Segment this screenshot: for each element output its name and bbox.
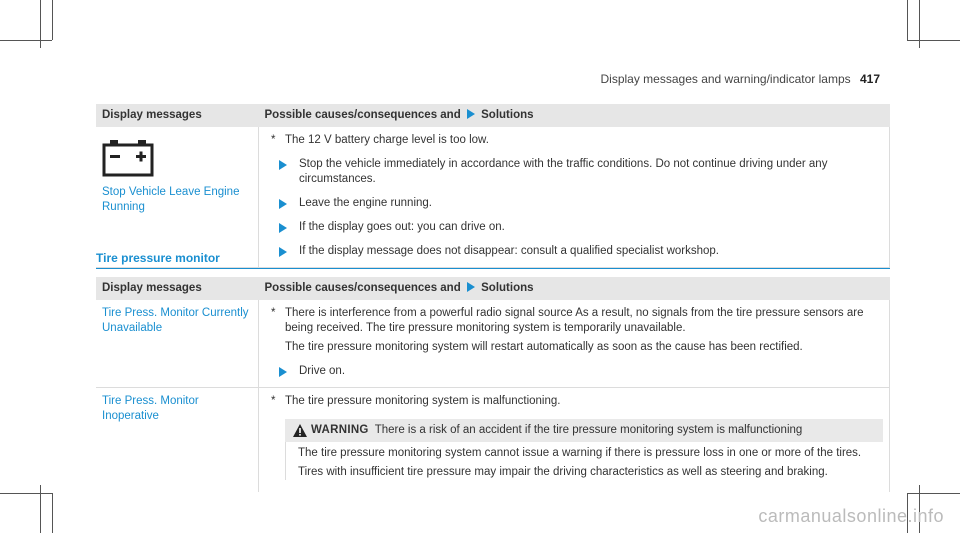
bullet-star-icon: * [271, 307, 276, 319]
table-row [96, 300, 890, 388]
arrow-right-icon [279, 367, 287, 377]
col-causes-solutions: Possible causes/consequences and Solutions [259, 277, 890, 300]
warning-box [285, 419, 883, 480]
section-title: Tire pressure monitor [96, 251, 890, 269]
solution-step: Stop the vehicle immediately in accordance with the traffic conditions. Do not continue driving under any circumstances. [265, 157, 883, 187]
battery-icon [102, 137, 154, 177]
solution-step: Leave the engine running. [265, 196, 883, 211]
cause-item: * The tire pressure monitoring system is malfunctioning. [271, 395, 561, 407]
arrow-right-icon [279, 199, 287, 209]
warning-headline: There is a risk of an accident if the tire pressure monitoring system is malfunctioning [374, 424, 803, 436]
cause-item: * The 12 V battery charge level is too low. [271, 134, 489, 146]
tire-pressure-table [96, 277, 890, 492]
warning-line: Tires with insufficient tire pressure may impair the driving characteristics as well as steering and braking. [298, 466, 828, 478]
display-message-text: Tire Press. Monitor Inoperative [102, 395, 199, 422]
solutions-cell [259, 127, 890, 268]
col-display-messages: Display messages [96, 277, 259, 300]
arrow-right-icon [279, 223, 287, 233]
solutions-cell [259, 300, 890, 388]
header-title: Display messages and warning/indicator lamps [600, 72, 851, 86]
arrow-right-icon [467, 282, 475, 292]
solution-step: If the display message does not disappear: consult a qualified specialist workshop. [265, 244, 883, 259]
warning-header [285, 419, 883, 442]
bullet-star-icon: * [271, 395, 276, 407]
crop-mark [907, 40, 960, 41]
crop-mark [907, 0, 908, 40]
table-row [96, 127, 890, 268]
message-cell [96, 300, 259, 388]
crop-mark [52, 0, 53, 40]
bullet-star-icon: * [271, 134, 276, 146]
col-display-messages: Display messages [96, 104, 259, 127]
crop-mark [0, 40, 52, 41]
warning-body [285, 442, 883, 480]
note-text: The tire pressure monitoring system will restart automatically as soon as the cause has been rectified. [285, 341, 803, 353]
warning-triangle-icon [293, 424, 307, 437]
message-cell [96, 388, 259, 493]
crop-mark [0, 493, 52, 494]
running-header [601, 72, 881, 86]
message-cell [96, 127, 259, 268]
watermark: carmanualsonline.info [758, 506, 944, 526]
warning-label: WARNING [311, 424, 369, 436]
col-causes-solutions: Possible causes/consequences and Solutions [259, 104, 890, 127]
solution-step: If the display goes out: you can drive on. [265, 220, 883, 235]
table-row [96, 388, 890, 493]
page-number: 417 [859, 72, 880, 86]
crop-mark [907, 493, 960, 494]
battery-message-table [96, 104, 890, 268]
display-message-text: Tire Press. Monitor Currently Unavailable [102, 307, 249, 334]
crop-mark [52, 493, 53, 533]
solutions-cell [259, 388, 890, 493]
solution-step: Drive on. [265, 364, 883, 379]
arrow-right-icon [279, 160, 287, 170]
cause-item: * There is interference from a powerful radio signal source As a result, no signals from the tire pressure sensors are being received. The tire pressure monitoring system is temporarily unavailable. [271, 307, 864, 334]
display-message-text: Stop Vehicle Leave Engine Running [102, 186, 240, 213]
arrow-right-icon [467, 109, 475, 119]
warning-line: The tire pressure monitoring system cannot issue a warning if there is pressure loss in one or more of the tires. [298, 447, 862, 459]
